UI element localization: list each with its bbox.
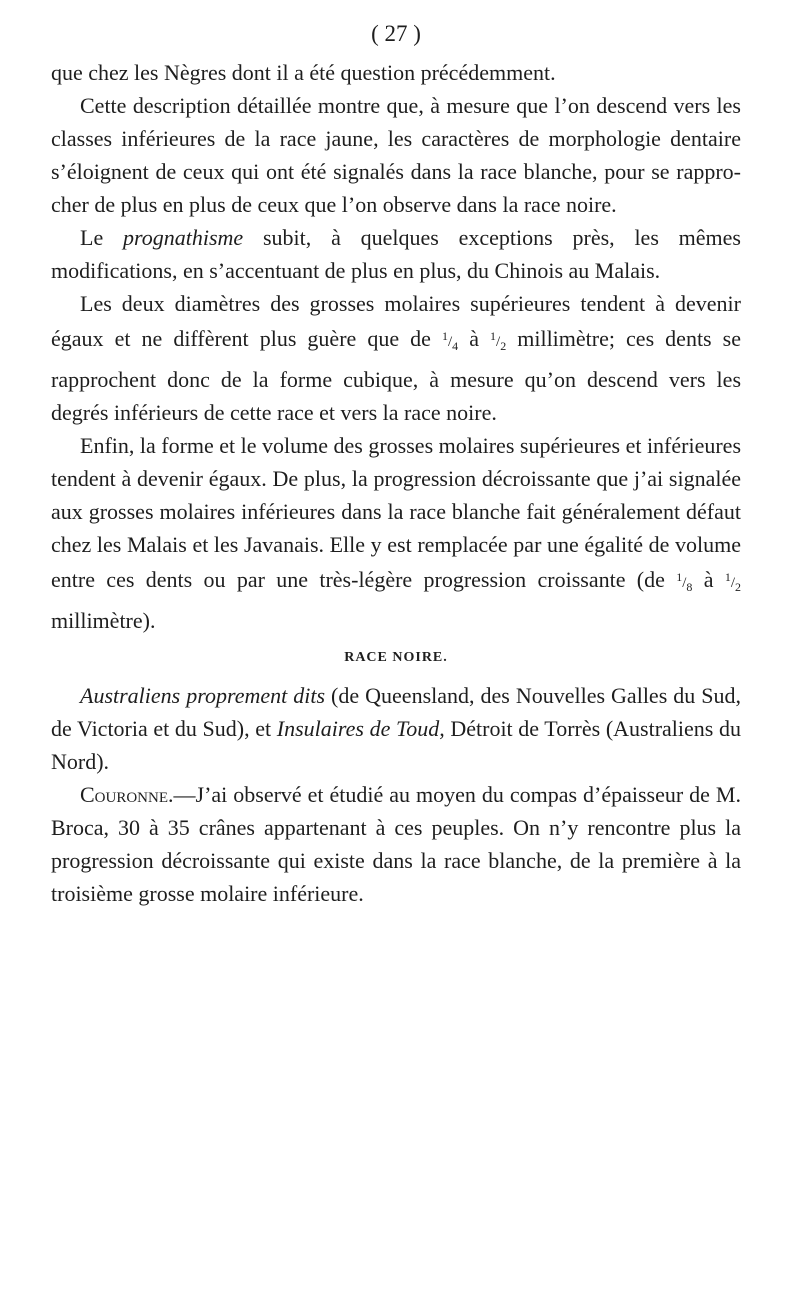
label-couronne: Couronne. (80, 782, 174, 807)
paragraph-3-rest: subit, à quelques exceptions près, les mêmes modifications, en s’accentuant de plus en plus, du Chinois au Malais. (51, 225, 741, 283)
section-heading: RACE NOIRE. (344, 650, 448, 665)
term-australiens: Australiens proprement dits (80, 683, 326, 708)
book-page (51, 14, 741, 910)
paragraph-3-lead: Le (80, 225, 123, 250)
paragraph-7-rest: —J’ai observé et étudié au moyen du compas d’épaisseur de M. Broca, 30 à 35 crânes appartenant à ces peuples. On n’y rencontre plus la progression décroissante qui existe dans la race blanche, de la première à la troisième grosse molaire inférieure. (51, 782, 741, 906)
term-prognathisme: prognathisme (123, 225, 244, 250)
paragraph-1: que chez les Nègres dont il a été question précédemment. (51, 60, 556, 85)
fraction-half: $^1/_2$ (490, 329, 507, 353)
fraction-eighth: $^1/_8$ (676, 570, 693, 594)
paragraph-4 (51, 287, 741, 429)
paragraph-4-after: millimètre; ces dents se rapprochent donc de la forme cubique, à mesure qu’on descend vers les degrés inférieurs de cette race et vers la race noire. (51, 326, 741, 425)
paragraph-7 (51, 778, 741, 910)
paragraph-5-between: à (692, 567, 725, 592)
paragraph-6-mid: (de Queensland, des Nouvelles Galles du Sud, de Victoria et du Sud), et (51, 683, 741, 741)
paragraph-5-after: millimètre). (51, 608, 156, 633)
paragraph-4-before: Les deux diamètres des grosses molaires supérieures tendent à devenir égaux et ne diffèrent plus guère que de (51, 291, 741, 351)
paragraph-2: Cette description détaillée montre que, à mesure que l’on descend vers les classes inférieures de la race jaune, les caractères de morphologie dentaire s’éloignent de ceux qui ont été signalés dans la race blanche, pour se rapprocher de plus en plus de ceux que l’on observe dans la race noire. (51, 93, 741, 217)
fraction-half-2: $^1/_2$ (724, 570, 742, 594)
page-number: ( 27 ) (371, 21, 421, 46)
paragraph-6-rest: Détroit de Torrès (Australiens du Nord). (51, 716, 741, 774)
fraction-quarter: $^1/_4$ (441, 329, 459, 353)
paragraph-3 (51, 221, 741, 287)
term-insulaires: Insulaires de Toud, (276, 716, 445, 741)
paragraph-5-before: Enfin, la forme et le volume des grosses molaires supérieures et inférieures tendent à devenir égaux. De plus, la progression décroissante que j’ai signalée aux grosses molaires inférieures dans la race blanche fait généralement défaut chez les Malais et les Javanais. Elle y est remplacée par une égalité de volume entre ces dents ou par une très-légère progression croissante (de (51, 433, 741, 592)
paragraph-6 (51, 679, 741, 778)
paragraph-5 (51, 429, 741, 637)
paragraph-4-between: à (458, 326, 491, 351)
